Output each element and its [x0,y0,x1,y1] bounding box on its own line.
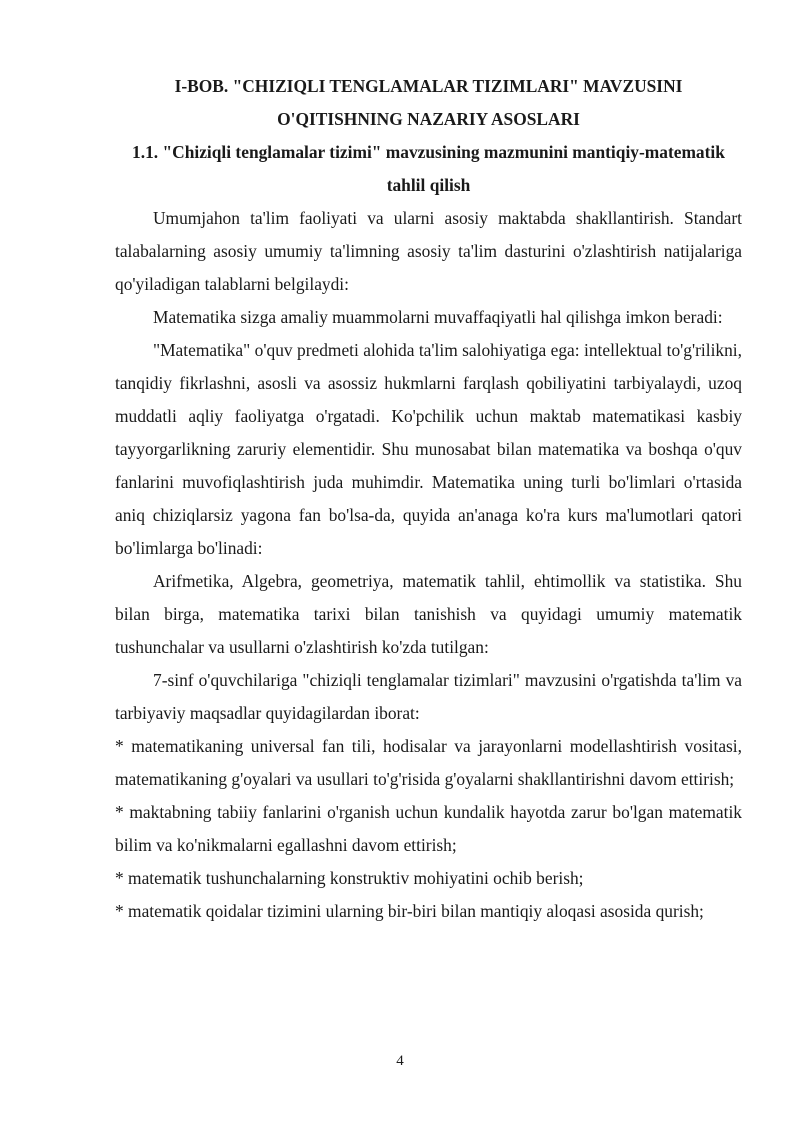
section-title: 1.1. "Chiziqli tenglamalar tizimi" mavzusining mazmunini mantiqiy-matematik tahlil qilish [132,142,725,195]
paragraph: "Matematika" o'quv predmeti alohida ta'lim salohiyatiga ega: intellektual to'g'rilikni, tanqidiy fikrlashni, asosli va asossiz hukmlarni farqlash qobiliyatini tarbiyalaydi, uzoq muddatli aqliy faoliyatga o'rgatadi. Ko'pchilik uchun maktab matematikasi kasbiy tayyorgarlikning zaruriy elementidir. Shu munosabat bilan matematika va boshqa o'quv fanlarini muvofiqlashtirish juda muhimdir. Matematika uning turli bo'limlari o'rtasida aniq chiziqlarsiz yagona fan bo'lsa-da, quyida an'anaga ko'ra kurs ma'lumotlari qatori bo'limlarga bo'linadi: [115,340,742,558]
paragraph: Umumjahon ta'lim faoliyati va ularni asosiy maktabda shakllantirish. Standart talabalarning asosiy umumiy ta'limning asosiy ta'lim dasturini o'zlashtirish natijalariga qo'yiladigan talablarni belgilaydi: [115,208,742,294]
bullet-item: * matematikaning universal fan tili, hodisalar va jarayonlarni modellashtirish vositasi, matematikaning g'oyalari va usullari to'g'risida g'oyalarni shakllantirishni davom ettirish; [115,736,742,789]
bullet-item: * maktabning tabiiy fanlarini o'rganish uchun kundalik hayotda zarur bo'lgan matematik bilim va ko'nikmalarni egallashni davom ettirish; [115,802,742,855]
page-number: 4 [396,1053,404,1069]
document-page [115,70,742,928]
bullet-item: * matematik tushunchalarning konstruktiv mohiyatini ochib berish; [115,868,584,888]
paragraph: 7-sinf o'quvchilariga "chiziqli tenglamalar tizimlari" mavzusini o'rgatishda ta'lim va tarbiyaviy maqsadlar quyidagilardan iborat: [115,670,742,723]
paragraph: Matematika sizga amaliy muammolarni muvaffaqiyatli hal qilishga imkon beradi: [153,307,723,327]
chapter-title: I-BOB. "CHIZIQLI TENGLAMALAR TIZIMLARI" MAVZUSINI O'QITISHNING NAZARIY ASOSLARI [174,76,683,129]
bullet-item: * matematik qoidalar tizimini ularning bir-biri bilan mantiqiy aloqasi asosida qurish; [115,901,704,921]
paragraph: Arifmetika, Algebra, geometriya, matematik tahlil, ehtimollik va statistika. Shu bilan birga, matematika tarixi bilan tanishish va quyidagi umumiy matematik tushunchalar va usullarni o'zlashtirish ko'zda tutilgan: [115,571,742,657]
